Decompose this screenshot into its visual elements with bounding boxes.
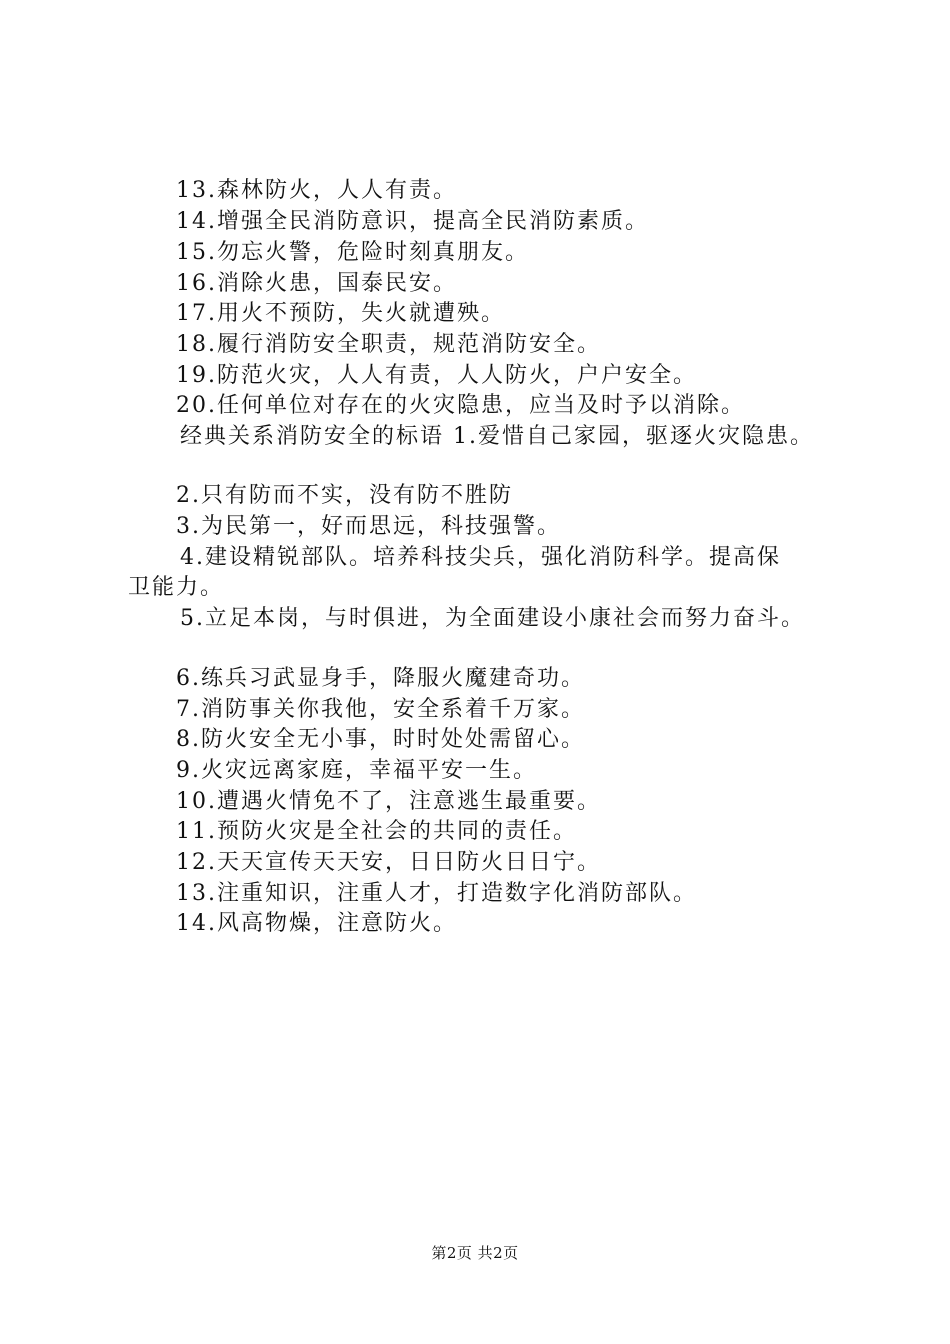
text-line: 7.消防事关你我他，安全系着千万家。	[176, 697, 585, 722]
text-line: 14.增强全民消防意识，提高全民消防素质。	[176, 209, 649, 234]
text-line: 12.天天宣传天天安，日日防火日日宁。	[176, 850, 601, 875]
text-line: 8.防火安全无小事，时时处处需留心。	[176, 727, 585, 752]
text-line: 16.消除火患，国泰民安。	[176, 271, 457, 296]
text-line: 19.防范火灾，人人有责，人人防火，户户安全。	[176, 363, 697, 388]
text-line: 经典关系消防安全的标语 1.爱惜自己家园，驱逐火灾隐患。	[180, 424, 814, 449]
text-line: 6.练兵习武显身手，降服火魔建奇功。	[176, 666, 585, 691]
text-line: 17.用火不预防，失火就遭殃。	[176, 301, 505, 326]
text-line: 18.履行消防安全职责，规范消防安全。	[176, 332, 601, 357]
text-line: 15.勿忘火警，危险时刻真朋友。	[176, 240, 529, 265]
page-footer: 第2页 共2页	[431, 1244, 519, 1262]
text-line: 4.建设精锐部队。培养科技尖兵，强化消防科学。提高保	[180, 545, 781, 570]
text-line: 3.为民第一，好而思远，科技强警。	[176, 514, 561, 539]
text-line: 14.风高物燥，注意防火。	[176, 911, 457, 936]
text-line: 9.火灾远离家庭，幸福平安一生。	[176, 758, 537, 783]
text-line: 10.遭遇火情免不了，注意逃生最重要。	[176, 789, 601, 814]
text-line: 11.预防火灾是全社会的共同的责任。	[176, 819, 577, 844]
text-line: 卫能力。	[128, 575, 225, 600]
text-line: 5.立足本岗，与时俱进，为全面建设小康社会而努力奋斗。	[180, 606, 805, 631]
text-line: 13.注重知识，注重人才，打造数字化消防部队。	[176, 881, 697, 906]
text-line: 2.只有防而不实，没有防不胜防	[176, 483, 513, 508]
text-line: 20.任何单位对存在的火灾隐患，应当及时予以消除。	[176, 393, 745, 418]
text-line: 13.森林防火，人人有责。	[176, 178, 457, 203]
